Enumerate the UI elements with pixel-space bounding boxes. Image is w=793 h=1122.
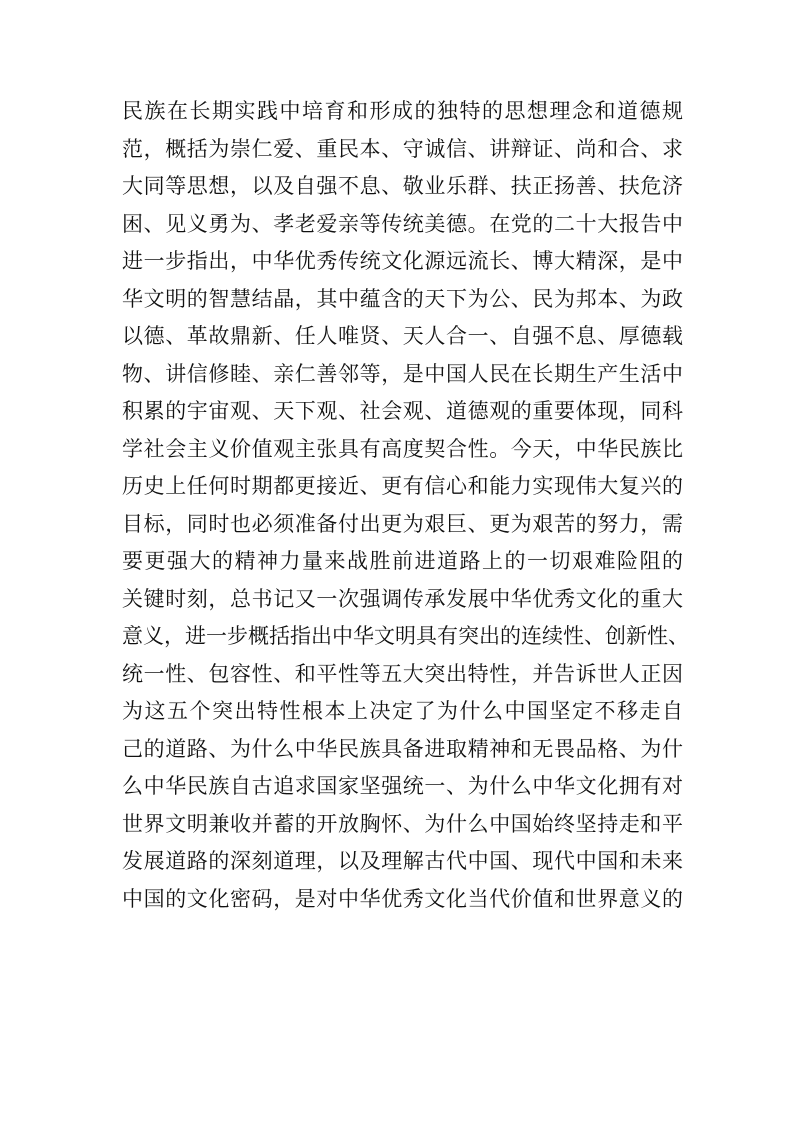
text-line: 为这五个突出特性根本上决定了为什么中国坚定不移走自: [122, 699, 683, 723]
text-line: 历史上任何时期都更接近、更有信心和能力实现伟大复兴的: [122, 474, 683, 498]
text-line: 以德、革故鼎新、任人唯贤、天人合一、自强不息、厚德载: [122, 324, 683, 348]
text-line: 物、讲信修睦、亲仁善邻等，是中国人民在长期生产生活中: [122, 361, 683, 386]
text-line: 么中华民族自古追求国家坚强统一、为什么中华文化拥有对: [122, 774, 683, 798]
text-line: 民族在长期实践中培育和形成的独特的思想理念和道德规: [122, 99, 683, 123]
text-line: 范，概括为崇仁爱、重民本、守诚信、讲辩证、尚和合、求: [122, 136, 683, 161]
text-line: 学社会主义价值观主张具有高度契合性。今天，中华民族比: [122, 436, 683, 461]
text-line: 大同等思想，以及自强不息、敬业乐群、扶正扬善、扶危济: [122, 174, 683, 198]
text-line: 意义，进一步概括指出中华文明具有突出的连续性、创新性、: [122, 624, 689, 648]
text-line: 要更强大的精神力量来战胜前进道路上的一切艰难险阻的: [122, 549, 683, 573]
text-line: 关键时刻，总书记又一次强调传承发展中华优秀文化的重大: [122, 586, 683, 611]
text-line: 积累的宇宙观、天下观、社会观、道德观的重要体现，同科: [122, 399, 683, 423]
text-line: 发展道路的深刻道理，以及理解古代中国、现代中国和未来: [122, 849, 683, 873]
text-line: 中国的文化密码，是对中华优秀文化当代价值和世界意义的: [122, 886, 683, 911]
text-line: 进一步指出，中华优秀传统文化源远流长、博大精深，是中: [122, 249, 683, 273]
text-line: 困、见义勇为、孝老爱亲等传统美德。在党的二十大报告中: [122, 211, 683, 236]
body-paragraph: [122, 93, 689, 918]
text-line: 目标，同时也必须准备付出更为艰巨、更为艰苦的努力，需: [122, 511, 683, 536]
text-line: 己的道路、为什么中华民族具备进取精神和无畏品格、为什: [122, 736, 683, 761]
text-line: 统一性、包容性、和平性等五大突出特性，并告诉世人正因: [122, 661, 683, 686]
text-line: 华文明的智慧结晶，其中蕴含的天下为公、民为邦本、为政: [122, 286, 683, 311]
text-line: 世界文明兼收并蓄的开放胸怀、为什么中国始终坚持走和平: [122, 811, 683, 836]
